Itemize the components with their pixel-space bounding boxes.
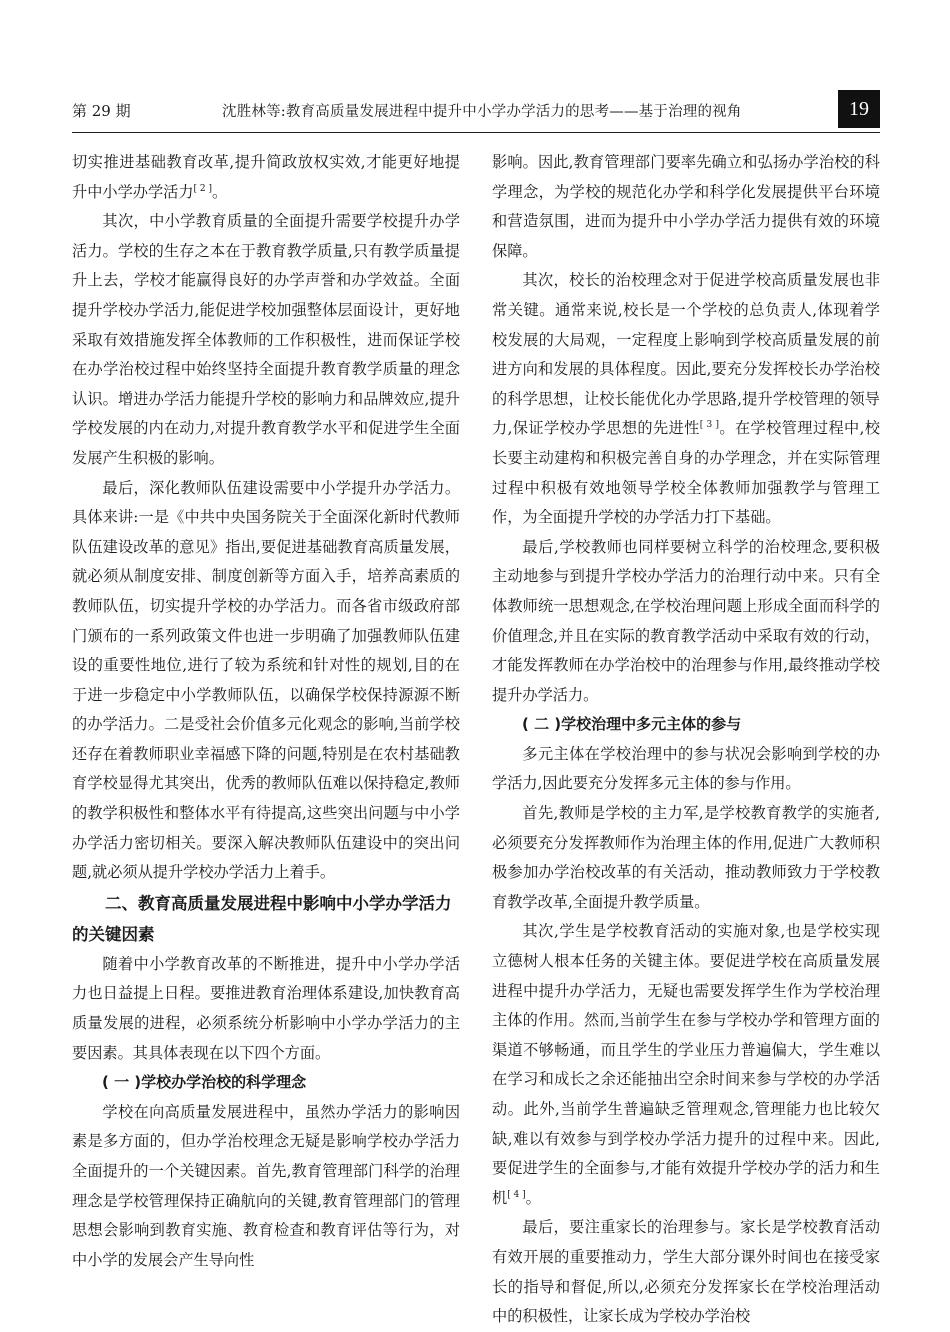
paragraph: 首先,教师是学校的主力军,是学校教育教学的实施者,必须要充分发挥教师作为治理主体的作用,促进广大教师积极参加办学治校改革的有关活动，推动教师致力于学校教育教学改革,全面提升教学质量。 [492, 804, 880, 911]
paragraph-text: 其次,学生是学校教育活动的实施对象,也是学校实现立德树人根本任务的关键主体。要促进学校在高质量发展进程中提升办学活力，无疑也需要发挥学生作为学校治理主体的作用。然而,当前学生在参与学校办学和管理方面的渠道不够畅通，而且学生的学业压力普遍偏大，学生难以在学习和成长之余还能抽出空余时间来参与学校的办学活动。此外,当前学生普遍缺乏管理观念,管理能力也比较欠缺,难以有效参与到学校办学活力提升的过程中来。因此,要促进学生的全面参与,才能有效提升学校办学的活力和生机 [492, 922, 880, 1207]
paragraph-end: 。 [211, 182, 228, 201]
paragraph [492, 266, 880, 532]
header-rule [72, 132, 880, 133]
citation: [ 3 ] [699, 420, 719, 431]
paragraph-end: 。 [525, 1188, 541, 1207]
paragraph-text: 切实推进基础教育改革,提升简政放权实效,才能更好地提升中小学办学活力 [72, 153, 460, 201]
paragraph: 最后，要注重家长的治理参与。家长是学校教育活动有效开展的重要推动力，学生大部分课外时间也在接受家长的指导和督促,所以,必须充分发挥家长在学校治理活动中的积极性，让家长成为学校办学治校 [492, 1218, 880, 1326]
paragraph: 其次，中小学教育质量的全面提升需要学校提升办学活力。学校的生存之本在于教育教学质量,只有教学质量提升上去，学校才能赢得良好的办学声誉和办学效益。全面提升学校办学活力,能促进学校加强整体层面设计，更好地采取有效措施发挥全体教师的工作积极性，进而保证学校在办学治校过程中始终坚持全面提升教育教学质量的理念认识。增进办学活力能提升学校的影响力和品牌效应,提升学校发展的内在动力,对提升教育教学水平和促进学生全面发展产生积极的影响。 [72, 212, 460, 467]
subsection-heading: ( 二 )学校治理中多元主体的参与 [522, 715, 742, 734]
paragraph [72, 148, 460, 207]
paragraph-text: 其次，校长的治校理念对于促进学校高质量发展也非常关键。通常来说,校长是一个学校的总负责人,体现着学校发展的大局观，一定程度上影响到学校高质量发展的前进方向和发展的具体程度。因此,要充分发挥校长办学治校的科学思想，让校长能优化办学思路,提升学校管理的领导力,保证学校办学思想的先进性 [492, 271, 880, 438]
page-number: 19 [838, 90, 880, 128]
paragraph: 最后,学校教师也同样要树立科学的治校理念,要积极主动地参与到提升学校办学活力的治理行动中来。只有全体教师统一思想观念,在学校治理问题上形成全面而科学的价值理念,并且在实际的教育教学活动中采取有效的行动，才能发挥教师在办学治校中的治理参与作用,最终推动学校提升办学活力。 [492, 537, 880, 704]
journal-issue: 第 29 期 [72, 102, 131, 120]
paragraph-text: 。在学校管理过程中,校长要主动建构和积极完善自身的办学理念，并在实际管理过程中积极有效地领导学校全体教师加强教学与管理工作，为全面提升学校的办学活力打下基础。 [492, 419, 880, 527]
section-heading: 二、教育高质量发展进程中影响中小学办学活力的关键因素 [72, 893, 452, 944]
subsection-heading: ( 一 )学校办学治校的科学理念 [102, 1073, 307, 1092]
page-header [72, 96, 880, 132]
paragraph: 影响。因此,教育管理部门要率先确立和弘扬办学治校的科学理念，为学校的规范化办学和科学化发展提供平台环境和营造氛围，进而为提升中小学办学活力提供有效的环境保障。 [492, 153, 880, 260]
paragraph: 最后，深化教师队伍建设需要中小学提升办学活力。具体来讲:一是《中共中央国务院关于全面深化新时代教师队伍建设改革的意见》指出,要促进基础教育高质量发展，就必须从制度安排、制度创新等方面入手，培养高素质的教师队伍，切实提升学校的办学活力。而各省市级政府部门颁布的一系列政策文件也进一步明确了加强教师队伍建设的重要性地位,进行了较为系统和针对性的规划,目的在于进一步稳定中小学教师队伍，以确保学校保持源源不断的办学活力。二是受社会价值多元化观念的影响,当前学校还存在着教师职业幸福感下降的问题,特别是在农村基础教育学校显得尤其突出，优秀的教师队伍难以保持稳定,教师的教学积极性和整体水平有待提高,这些突出问题与中小学办学活力密切相关。要深入解决教师队伍建设中的突出问题,就必须从提升学校办学活力上着手。 [72, 478, 460, 882]
paragraph [492, 917, 880, 1213]
right-column [492, 148, 880, 1332]
running-title: 沈胜林等:教育高质量发展进程中提升中小学办学活力的思考——基于治理的视角 [222, 104, 742, 120]
citation: [ 4 ] [507, 1189, 526, 1200]
paragraph: 随着中小学教育改革的不断推进，提升中小学办学活力也日益提上日程。要推进教育治理体系建设,加快教育高质量发展的进程，必须系统分析影响中小学办学活力的主要因素。其具体表现在以下四个方面。 [72, 954, 460, 1062]
citation: [ 2 ] [193, 183, 212, 194]
paragraph: 学校在向高质量发展进程中，虽然办学活力的影响因素是多方面的，但办学治校理念无疑是影响学校办学活力全面提升的一个关键因素。首先,教育管理部门科学的治理理念是学校管理保持正确航向的关键,教育管理部门的管理思想会影响到教育实施、教育检查和教育评估等行为，对中小学的发展会产生导向性 [72, 1102, 460, 1269]
paragraph: 多元主体在学校治理中的参与状况会影响到学校的办学活力,因此要充分发挥多元主体的参与作用。 [492, 744, 880, 793]
left-column [72, 148, 460, 1275]
